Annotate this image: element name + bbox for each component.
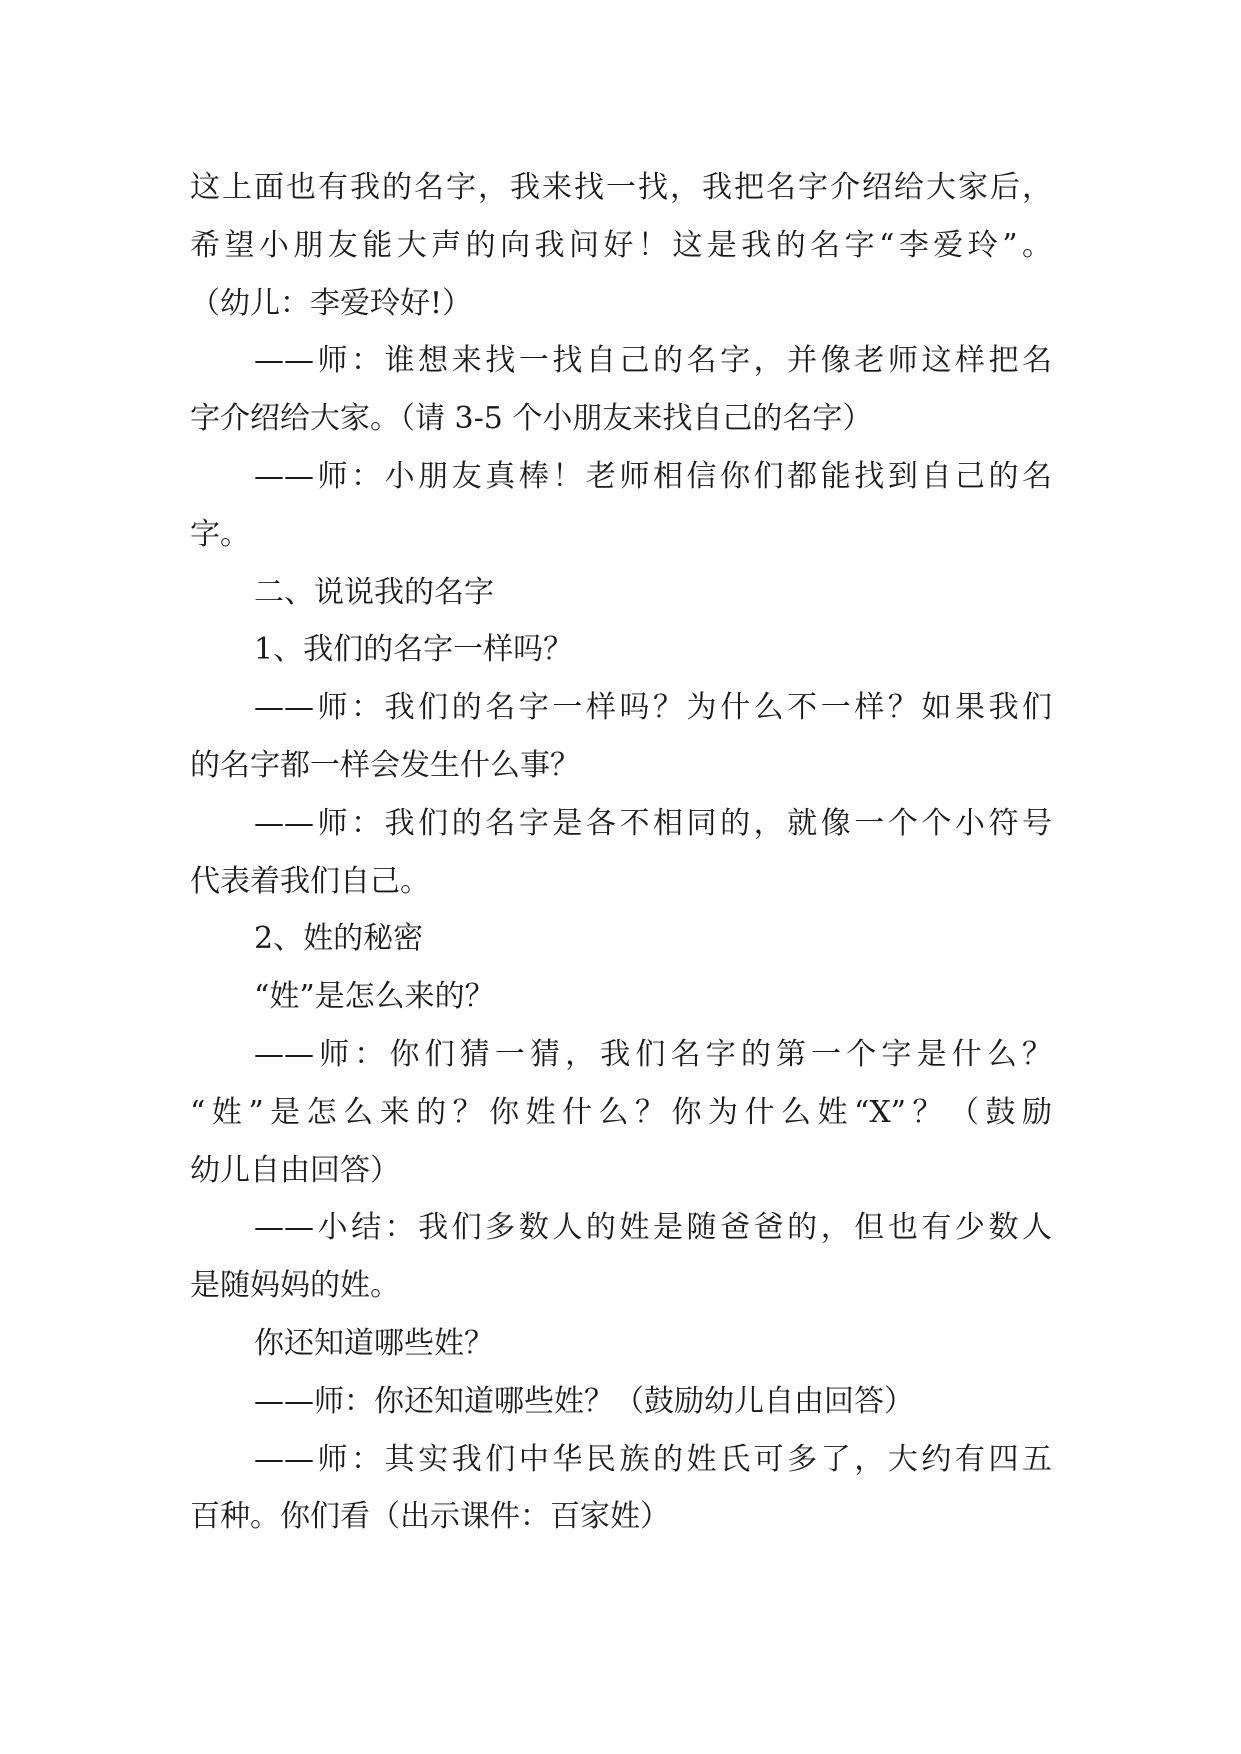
paragraph: [190, 448, 1052, 564]
paragraph-line: 你还知道哪些姓？: [254, 1325, 494, 1361]
paragraph-line: 字。: [190, 516, 250, 552]
subsection-heading: [190, 621, 1052, 679]
subsection-heading-text: 2、姓的秘密: [254, 921, 424, 957]
paragraph-line: ——师：你还知道哪些姓？（鼓励幼儿自由回答）: [254, 1383, 914, 1419]
paragraph-line: ——小结：我们多数人的姓是随爸爸的，但也有少数人: [254, 1210, 1052, 1246]
paragraph-line: 代表着我们自己。: [190, 863, 430, 899]
paragraph: [190, 159, 1052, 332]
paragraph-line: 百种。你们看（出示课件：百家姓）: [190, 1499, 670, 1535]
paragraph-line: 的名字都一样会发生什么事？: [190, 747, 580, 783]
document-body: [190, 159, 1052, 1546]
paragraph-line: 是随妈妈的姓。: [190, 1268, 400, 1304]
paragraph-line: “姓”是怎么来的？你姓什么？你为什么姓“X”？（鼓励: [190, 1094, 1052, 1130]
paragraph: [190, 795, 1052, 911]
paragraph: [190, 1199, 1052, 1315]
paragraph: [190, 679, 1052, 795]
paragraph-line: ——师：小朋友真棒！老师相信你们都能找到自己的名: [254, 458, 1052, 494]
paragraph: [190, 1431, 1052, 1547]
paragraph-line: ——师：我们的名字是各不相同的，就像一个个小符号: [254, 805, 1052, 841]
paragraph: [190, 332, 1052, 448]
paragraph-line: 希望小朋友能大声的向我问好！这是我的名字“李爱玲”。: [190, 227, 1052, 263]
section-heading: [190, 564, 1052, 622]
paragraph-line: ——师：谁想来找一找自己的名字，并像老师这样把名: [254, 343, 1052, 379]
paragraph: [190, 968, 1052, 1026]
paragraph-line: 幼儿自由回答）: [190, 1152, 400, 1188]
paragraph-line: 字介绍给大家。（请 3-5 个小朋友来找自己的名字）: [190, 401, 873, 437]
paragraph: [190, 1026, 1052, 1199]
subsection-heading: [190, 910, 1052, 968]
paragraph-line: （幼儿：李爱玲好!）: [190, 285, 473, 321]
paragraph-line: ——师：我们的名字一样吗？为什么不一样？如果我们: [254, 690, 1052, 726]
paragraph-line: ——师：你们猜一猜，我们名字的第一个字是什么？: [254, 1036, 1052, 1072]
paragraph-line: ——师：其实我们中华民族的姓氏可多了，大约有四五: [254, 1441, 1052, 1477]
section-heading-text: 二、说说我的名字: [254, 574, 494, 610]
subsection-heading-text: 1、我们的名字一样吗？: [254, 632, 574, 668]
paragraph-line: 这上面也有我的名字，我来找一找，我把名字介绍给大家后，: [190, 170, 1052, 205]
paragraph: [190, 1315, 1052, 1373]
paragraph: [190, 1373, 1052, 1431]
paragraph-line: “姓”是怎么来的？: [254, 979, 495, 1015]
